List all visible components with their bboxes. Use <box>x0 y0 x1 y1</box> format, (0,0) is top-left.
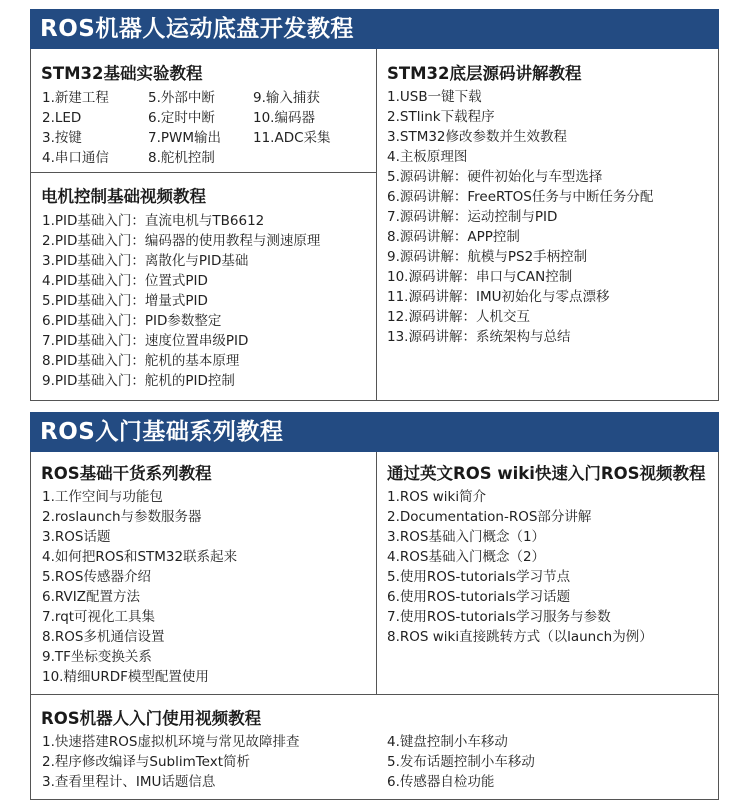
ros-basic-box <box>31 452 376 694</box>
list-item: 2.roslaunch与参数服务器 <box>42 509 202 525</box>
motor-control-box <box>31 173 376 401</box>
list-item: 6.源码讲解：FreeRTOS任务与中断任务分配 <box>387 189 654 205</box>
list-item: 4.ROS基础入门概念（2） <box>387 549 546 565</box>
list-item: 3.查看里程计、IMU话题信息 <box>42 774 216 790</box>
list-item: 10.源码讲解：串口与CAN控制 <box>387 269 573 285</box>
list-item: 8.源码讲解：APP控制 <box>387 229 520 245</box>
list-item: 9.输入捕获 <box>253 90 320 106</box>
list-item: 3.PID基础入门：离散化与PID基础 <box>42 253 249 269</box>
list-item: 1.ROS wiki简介 <box>387 489 487 505</box>
list-item: 3.ROS基础入门概念（1） <box>387 529 546 545</box>
list-item: 1.PID基础入门：直流电机与TB6612 <box>42 213 265 229</box>
robot-intro-box <box>31 695 718 799</box>
list-item: 9.PID基础入门：舵机的PID控制 <box>42 373 235 389</box>
list-item: 2.PID基础入门：编码器的使用教程与测速原理 <box>42 233 321 249</box>
list-item: 11.源码讲解：IMU初始化与零点漂移 <box>387 289 610 305</box>
list-item: 11.ADC采集 <box>253 130 331 146</box>
list-item: 7.源码讲解：运动控制与PID <box>387 209 558 225</box>
list-item: 7.PID基础入门：速度位置串级PID <box>42 333 249 349</box>
list-item: 6.定时中断 <box>148 110 215 126</box>
list-item: 1.新建工程 <box>42 90 109 106</box>
motor-control-title: 电机控制基础视频教程 <box>41 187 206 206</box>
list-item: 7.rqt可视化工具集 <box>42 609 156 625</box>
list-item: 13.源码讲解：系统架构与总结 <box>387 329 571 345</box>
list-item: 6.RVIZ配置方法 <box>42 589 140 605</box>
section-body <box>30 452 719 800</box>
list-item: 3.STM32修改参数并生效教程 <box>387 129 568 145</box>
list-item: 5.使用ROS-tutorials学习节点 <box>387 569 571 585</box>
ros-wiki-title: 通过英文ROS wiki快速入门ROS视频教程 <box>387 464 706 483</box>
list-item: 6.传感器自检功能 <box>387 774 495 790</box>
list-item: 1.工作空间与功能包 <box>42 489 163 505</box>
list-item: 3.按键 <box>42 130 82 146</box>
list-item: 4.串口通信 <box>42 150 109 166</box>
list-item: 4.如何把ROS和STM32联系起来 <box>42 549 238 565</box>
section-title: ROS入门基础系列教程 <box>30 412 719 452</box>
list-item: 9.源码讲解：航模与PS2手柄控制 <box>387 249 588 265</box>
list-item: 12.源码讲解：人机交互 <box>387 309 530 325</box>
list-item: 2.程序修改编译与SublimText简析 <box>42 754 251 770</box>
list-item: 5.发布话题控制小车移动 <box>387 754 535 770</box>
list-item: 10.编码器 <box>253 110 315 126</box>
list-item: 8.ROS wiki直接跳转方式（以launch为例） <box>387 629 653 645</box>
list-item: 2.STlink下载程序 <box>387 109 495 125</box>
stm32-source-title: STM32底层源码讲解教程 <box>387 64 582 83</box>
list-item: 5.源码讲解：硬件初始化与车型选择 <box>387 169 603 185</box>
list-item: 6.PID基础入门：PID参数整定 <box>42 313 222 329</box>
list-item: 5.PID基础入门：增量式PID <box>42 293 208 309</box>
list-item: 3.ROS话题 <box>42 529 111 545</box>
stm32-basic-box <box>31 49 376 172</box>
list-item: 1.USB一键下载 <box>387 89 482 105</box>
list-item: 7.PWM输出 <box>148 130 222 146</box>
list-item: 4.主板原理图 <box>387 149 468 165</box>
list-item: 5.ROS传感器介绍 <box>42 569 151 585</box>
list-item: 4.键盘控制小车移动 <box>387 734 508 750</box>
section-title: ROS机器人运动底盘开发教程 <box>30 9 719 49</box>
list-item: 9.TF坐标变换关系 <box>42 649 152 665</box>
robot-intro-title: ROS机器人入门使用视频教程 <box>41 709 262 728</box>
list-item: 1.快速搭建ROS虚拟机环境与常见故障排查 <box>42 734 300 750</box>
list-item: 8.ROS多机通信设置 <box>42 629 165 645</box>
ros-wiki-box <box>377 452 718 694</box>
list-item: 5.外部中断 <box>148 90 215 106</box>
list-item: 2.Documentation-ROS部分讲解 <box>387 509 592 525</box>
section-body <box>30 49 719 401</box>
list-item: 10.精细URDF模型配置使用 <box>42 669 209 685</box>
list-item: 6.使用ROS-tutorials学习话题 <box>387 589 571 605</box>
section-chassis-dev <box>30 9 719 401</box>
list-item: 4.PID基础入门：位置式PID <box>42 273 208 289</box>
section-ros-basics <box>30 412 719 800</box>
list-item: 2.LED <box>42 110 82 126</box>
stm32-source-box <box>377 49 718 400</box>
list-item: 8.PID基础入门：舵机的基本原理 <box>42 353 240 369</box>
stm32-basic-title: STM32基础实验教程 <box>41 64 203 83</box>
list-item: 7.使用ROS-tutorials学习服务与参数 <box>387 609 611 625</box>
list-item: 8.舵机控制 <box>148 150 215 166</box>
ros-basic-title: ROS基础干货系列教程 <box>41 464 212 483</box>
